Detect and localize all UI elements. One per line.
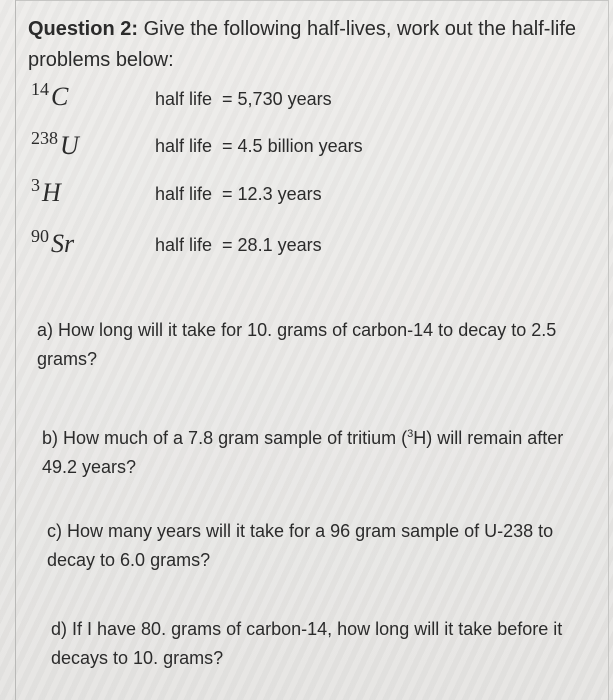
isotope-mass: 90 <box>31 226 49 246</box>
isotope-mass: 238 <box>31 128 58 148</box>
question-part-c: c) How many years will it take for a 96 gram sample of U-238 to decay to 6.0 grams? <box>47 521 554 570</box>
page-border-left <box>15 0 16 700</box>
part-b-superscript: 3 <box>407 428 414 440</box>
question-part-a: a) How long will it take for 10. grams of carbon-14 to decay to 2.5 grams? <box>37 320 557 369</box>
page-border-top <box>15 0 609 1</box>
isotope-mass: 3 <box>31 175 40 195</box>
part-b-text-end: H) will remain after 49.2 years? <box>42 428 564 477</box>
half-life-u238: half life = 4.5 billion years <box>155 136 363 156</box>
half-life-c14: half life = 5,730 years <box>155 89 332 109</box>
page-border-right <box>608 0 609 700</box>
isotope-sr90 <box>31 226 75 259</box>
isotope-u238 <box>31 128 79 161</box>
isotope-symbol: Sr <box>51 229 75 258</box>
isotope-c14 <box>31 79 69 112</box>
half-life-h3: half life = 12.3 years <box>155 184 322 204</box>
isotope-symbol: H <box>42 178 61 207</box>
question-text: Give the following half-lives, work out the half-life problems below: <box>28 18 576 71</box>
question-part-b <box>42 420 582 482</box>
isotope-symbol: U <box>60 131 79 160</box>
question-title <box>28 14 598 76</box>
isotope-mass: 14 <box>31 79 49 99</box>
half-life-sr90: half life = 28.1 years <box>155 235 322 255</box>
question-label: Question 2: <box>28 18 139 40</box>
isotope-symbol: C <box>51 82 69 111</box>
question-part-d: d) If I have 80. grams of carbon-14, how long will it take before it decays to 10. grams? <box>51 619 563 668</box>
isotope-h3 <box>31 175 61 208</box>
part-b-text-start: b) How much of a 7.8 gram sample of tritium ( <box>42 428 408 448</box>
